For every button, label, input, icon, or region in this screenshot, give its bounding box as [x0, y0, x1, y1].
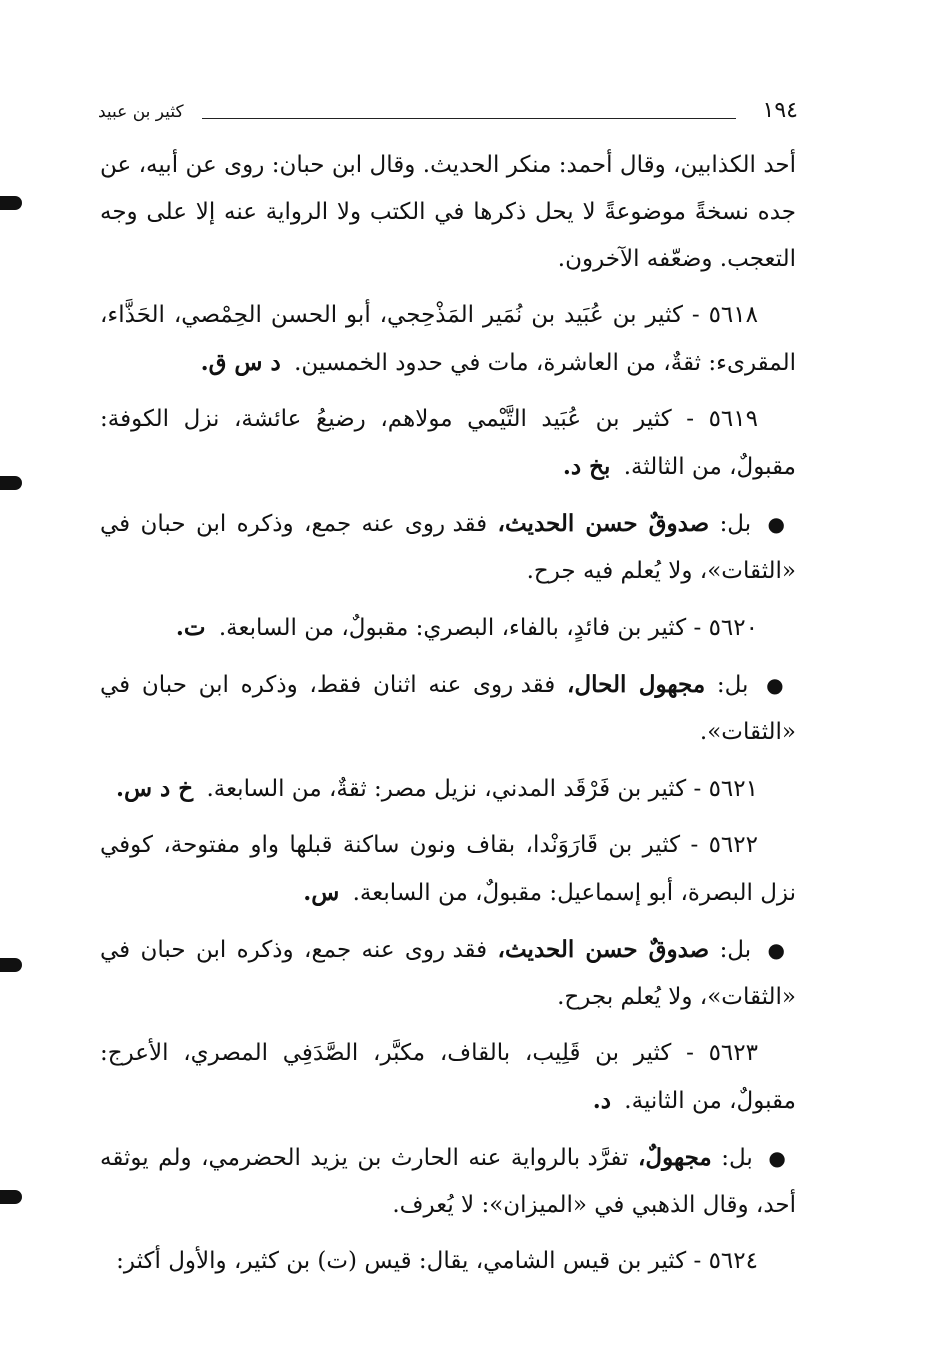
paragraph-continuation: أحد الكذابين، وقال أحمد: منكر الحديث. وقال ابن حبان: روى عن أبيه، عن جده نسخةً موضوعةً لا يحل ذكرها في الكتب ولا الرواية عنه إلا على وجه التعجب. وضعّفه الآخرون.: [100, 152, 796, 272]
entry-5623: ٥٦٢٣ - كثير بن قَلِيب، بالقاف، مكبَّر، الصَّدَفِي المصري، الأعرج: مقبولٌ، من الثانية. د.: [100, 1040, 796, 1114]
source-tags: ت.: [175, 614, 206, 641]
bullet-icon: ●: [768, 1146, 788, 1170]
source-tags: د.: [592, 1087, 611, 1114]
margin-mark: [0, 958, 22, 972]
entry-5621: ٥٦٢١ - كثير بن فَرْقَد المدني، نزيل مصر: ثقةٌ، من السابعة. خ د س.: [115, 775, 758, 802]
page-number: ١٩٤: [762, 98, 798, 123]
source-tags: د س ق.: [200, 349, 281, 376]
running-title: كثير بن عبيد: [98, 102, 184, 122]
source-tags: س.: [303, 879, 340, 906]
bullet-icon: ●: [766, 673, 789, 697]
bullet-icon: ●: [767, 512, 789, 536]
margin-mark: [0, 1190, 22, 1204]
entry-5619: ٥٦١٩ - كثير بن عُبَيد التَّيْمي مولاهم، رضيعُ عائشة، نزل الكوفة: مقبولٌ، من الثالثة. بخ د.: [100, 406, 796, 480]
entry-5624: ٥٦٢٤ - كثير بن قيس الشامي، يقال: قيس (ت) بن كثير، والأول أكثر:: [116, 1248, 758, 1274]
header-rule: [202, 118, 736, 119]
editor-note: ● بل: مجهول الحال، فقد روى عنه اثنان فقط، وذكره ابن حبان في «الثقات».: [100, 671, 796, 745]
source-tags: بخ د.: [562, 453, 611, 480]
editor-note: ● بل: صدوقٌ حسن الحديث، فقد روى عنه جمع، وذكره ابن حبان في «الثقات»، ولا يُعلم فيه جرح.: [100, 510, 796, 584]
entry-5622: ٥٦٢٢ - كثير بن قَارَوَنْدا، بقاف ونون ساكنة قبلها واو مفتوحة، كوفي نزل البصرة، أبو إسماعيل: مقبولٌ، من السابعة. س.: [100, 832, 796, 906]
page-header: [98, 98, 798, 130]
source-tags: خ د س.: [115, 775, 194, 802]
editor-note: ● بل: مجهولٌ، تفرَّد بالرواية عنه الحارث بن يزيد الحضرمي، ولم يوثقه أحد، وقال الذهبي في «الميزان»: لا يُعرف.: [100, 1144, 796, 1218]
entry-5618: ٥٦١٨ - كثير بن عُبَيد بن نُمَير المَذْحِجي، أبو الحسن الحِمْصي، الحَذَّاء، المقرىء: ثقةٌ، من العاشرة، مات في حدود الخمسين. د س ق.: [100, 302, 796, 376]
margin-mark: [0, 476, 22, 490]
entry-5620: ٥٦٢٠ - كثير بن فائدٍ، بالفاء، البصري: مقبولٌ، من السابعة. ت.: [175, 614, 758, 641]
margin-mark: [0, 196, 22, 210]
body-text: [100, 142, 796, 1294]
bullet-icon: ●: [767, 938, 789, 962]
editor-note: ● بل: صدوقٌ حسن الحديث، فقد روى عنه جمع، وذكره ابن حبان في «الثقات»، ولا يُعلم بجرح.: [100, 936, 796, 1010]
